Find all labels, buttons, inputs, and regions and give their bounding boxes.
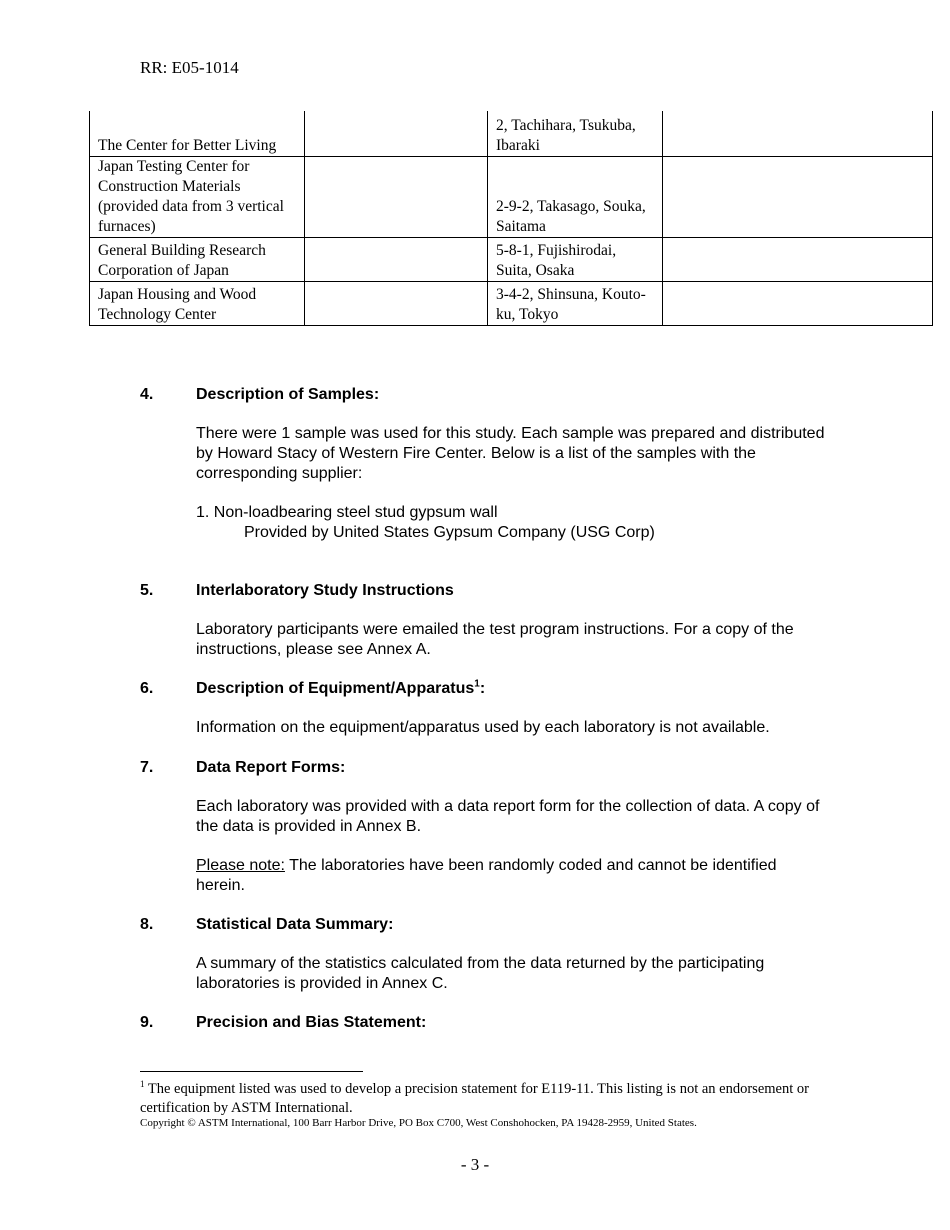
lab-extra: [663, 237, 933, 281]
lab-name: General Building Research Corporation of Japan: [90, 237, 305, 281]
section-number: 8.: [140, 916, 154, 933]
section-title: Data Report Forms:: [196, 759, 346, 776]
section-title-suffix: :: [479, 680, 486, 697]
lab-contact: [305, 111, 488, 156]
data-report-description: Each laboratory was provided with a data report form for the collection of data. A copy of the data is provided in Annex B.: [196, 798, 820, 835]
lab-address: 3-4-2, Shinsuna, Kouto-ku, Tokyo: [488, 281, 663, 325]
copyright-notice: Copyright © ASTM International, 100 Barr Harbor Drive, PO Box C700, West Conshohocken, PA 19428-2959, United States.: [140, 1117, 697, 1129]
footnote: [140, 1080, 820, 1118]
lab-name: The Center for Better Living: [90, 111, 305, 156]
table-row: [90, 156, 933, 237]
page-number: - 3 -: [460, 1155, 490, 1174]
section-title: Interlaboratory Study Instructions: [196, 582, 454, 599]
section-number: 4.: [140, 386, 154, 403]
footnote-marker: 1: [140, 1079, 145, 1090]
instructions-description: Laboratory participants were emailed the test program instructions. For a copy of the instructions, please see Annex A.: [196, 621, 794, 658]
table-row: [90, 237, 933, 281]
lab-address: 2-9-2, Takasago, Souka, Saitama: [488, 156, 663, 237]
footnote-text: The equipment listed was used to develop a precision statement for E119-11. This listing is not an endorsement or certification by ASTM International.: [140, 1081, 809, 1116]
footnote-reference[interactable]: 1: [474, 678, 480, 690]
section-title: Description of Samples:: [196, 386, 380, 403]
lab-contact: [305, 281, 488, 325]
table-row: [90, 111, 933, 156]
please-note-body: The laboratories have been randomly coded and cannot be identified herein.: [196, 857, 777, 894]
lab-name: Japan Housing and Wood Technology Center: [90, 281, 305, 325]
please-note-label: Please note:: [196, 857, 285, 874]
labs-table: [89, 111, 933, 326]
section-number: 6.: [140, 680, 154, 697]
section-title: Precision and Bias Statement:: [196, 1014, 427, 1031]
lab-contact: [305, 156, 488, 237]
lab-extra: [663, 111, 933, 156]
lab-extra: [663, 156, 933, 237]
table-row: [90, 281, 933, 325]
lab-extra: [663, 281, 933, 325]
lab-address: 2, Tachihara, Tsukuba, Ibaraki: [488, 111, 663, 156]
section-title-text: Description of Equipment/Apparatus: [196, 680, 475, 697]
lab-address: 5-8-1, Fujishirodai, Suita, Osaka: [488, 237, 663, 281]
section-title: Statistical Data Summary:: [196, 916, 394, 933]
please-note: [196, 856, 796, 896]
section-title: [196, 679, 485, 699]
equipment-description: Information on the equipment/apparatus used by each laboratory is not available.: [196, 719, 770, 736]
section-number: 5.: [140, 582, 154, 599]
samples-description: There were 1 sample was used for this study. Each sample was prepared and distributed by Howard Stacy of Western Fire Center. Below is a list of the samples with the corresponding supplier:: [196, 425, 825, 482]
section-number: 9.: [140, 1014, 154, 1031]
statistical-summary-description: A summary of the statistics calculated from the data returned by the participating laboratories is provided in Annex C.: [196, 955, 765, 992]
footnote-divider: [140, 1071, 363, 1072]
sample-item: 1. Non-loadbearing steel stud gypsum wall: [196, 504, 498, 521]
lab-name: Japan Testing Center for Construction Materials (provided data from 3 vertical furnaces): [90, 156, 305, 237]
sample-supplier: Provided by United States Gypsum Company (USG Corp): [244, 524, 655, 541]
section-number: 7.: [140, 759, 154, 776]
lab-contact: [305, 237, 488, 281]
report-id-header: RR: E05-1014: [140, 58, 239, 77]
